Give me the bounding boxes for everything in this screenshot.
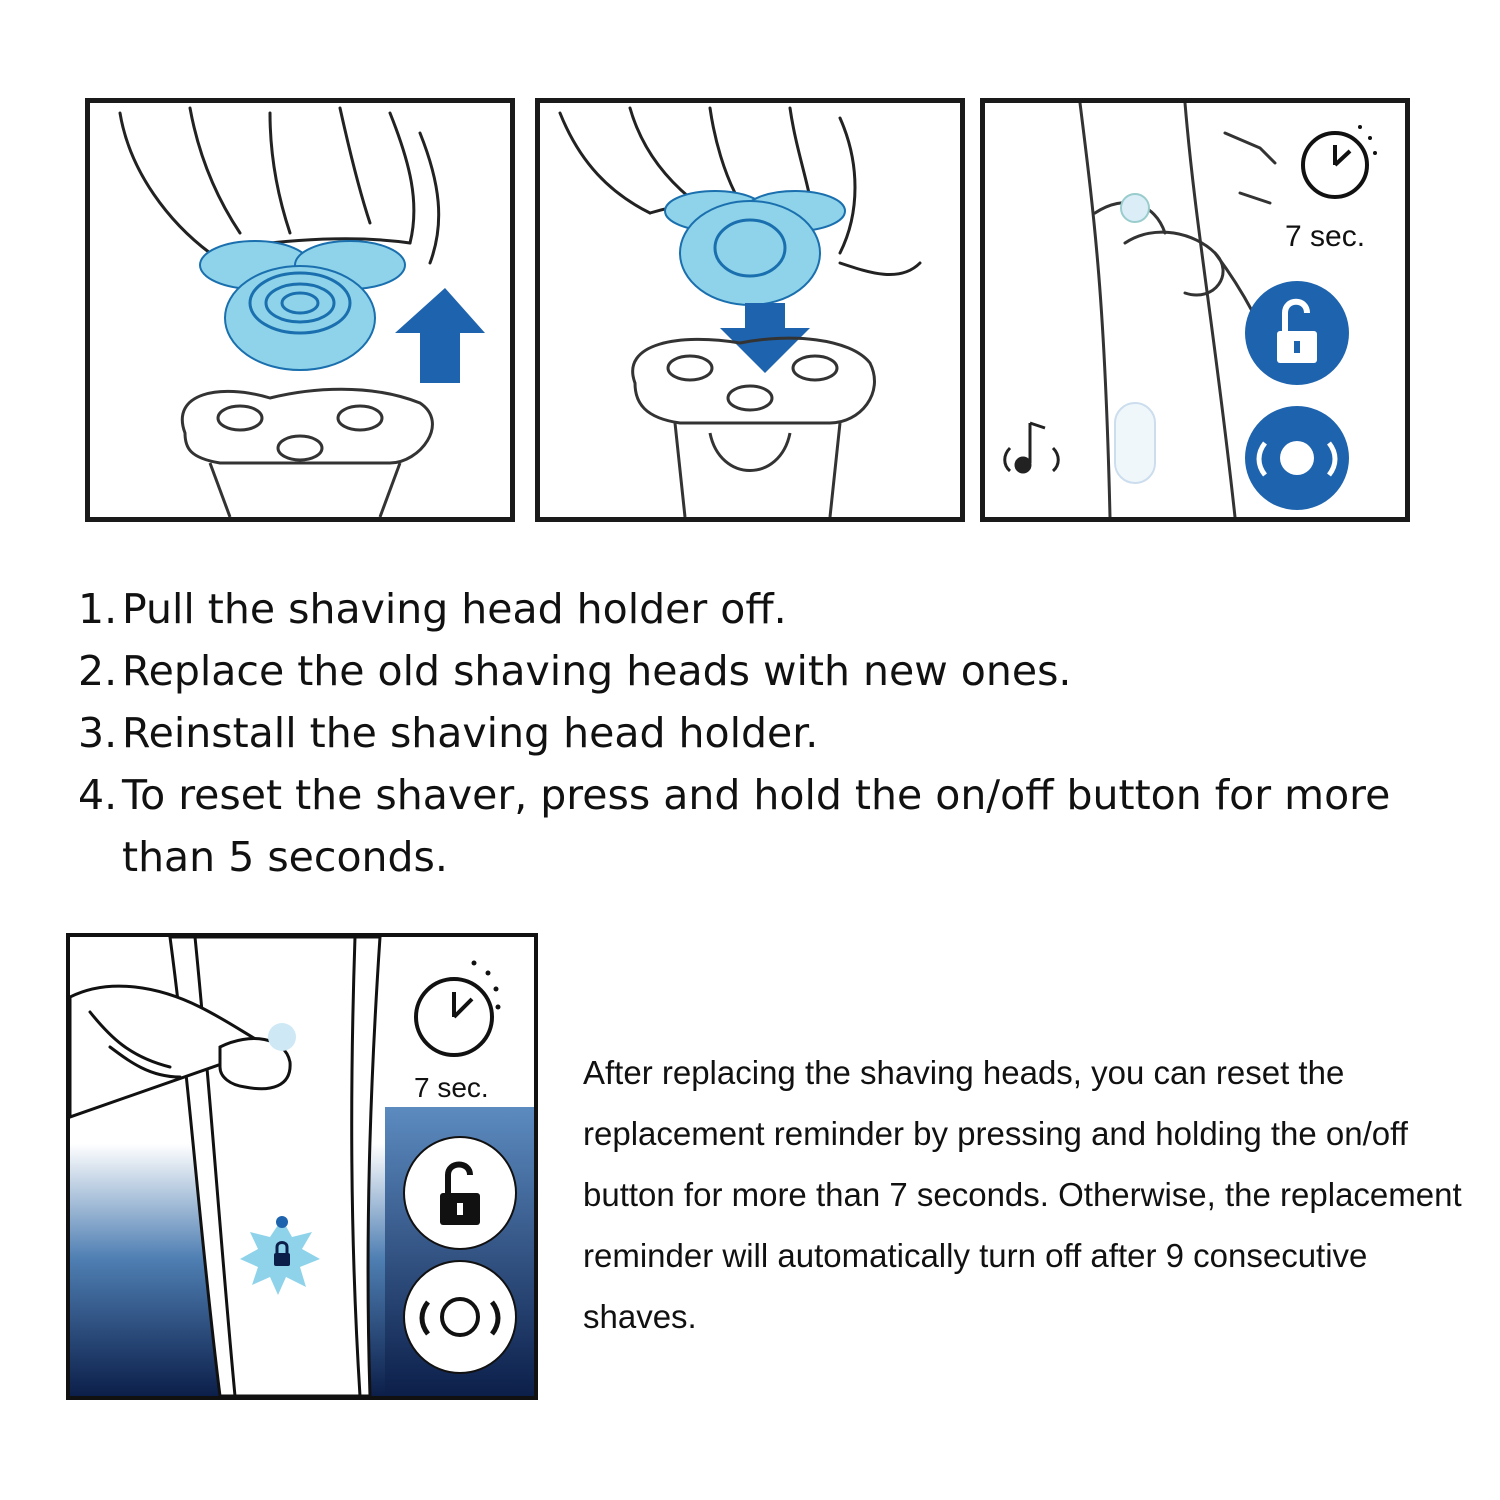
step-text: Reinstall the shaving head holder. bbox=[122, 709, 819, 757]
illustration-pull-holder bbox=[85, 98, 515, 522]
reset-reminder-note: After replacing the shaving heads, you can reset the replacement reminder by pressing and holding the on/off button for more than 7 seconds. Otherwise, the replacement reminder will automatically turn off after 9 consecutive shaves. bbox=[583, 1054, 1462, 1335]
unlock-icon bbox=[1245, 281, 1349, 385]
sound-icon bbox=[1005, 423, 1059, 472]
shaving-head-reset-icon bbox=[1245, 406, 1349, 510]
step-text: Replace the old shaving heads with new ones. bbox=[122, 647, 1072, 695]
illustration-replace-heads bbox=[535, 98, 965, 522]
unlock-icon bbox=[404, 1137, 516, 1249]
up-arrow-icon bbox=[395, 288, 485, 383]
step-text: To reset the shaver, press and hold the on/off button for more than 5 seconds. bbox=[122, 771, 1391, 881]
step-number: 1. bbox=[78, 585, 118, 633]
reset-reminder-drawing bbox=[70, 937, 534, 1396]
step-number: 2. bbox=[78, 647, 118, 695]
timer-icon bbox=[1303, 125, 1377, 197]
step-number: 4. bbox=[78, 771, 118, 819]
step-2 bbox=[78, 640, 1478, 702]
shaving-head-reset-icon bbox=[404, 1261, 516, 1373]
illustration-reset bbox=[980, 98, 1410, 522]
replace-heads-drawing bbox=[540, 103, 960, 517]
step-1 bbox=[78, 578, 1478, 640]
step-4 bbox=[78, 764, 1478, 888]
shaving-head-holder bbox=[665, 191, 845, 305]
step-number: 3. bbox=[78, 709, 118, 757]
step-3 bbox=[78, 702, 1478, 764]
timer-label: 7 sec. bbox=[1285, 220, 1366, 253]
timer-label: 7 sec. bbox=[414, 1072, 489, 1103]
instruction-steps bbox=[78, 578, 1478, 888]
pull-holder-drawing bbox=[90, 103, 510, 517]
reset-drawing bbox=[985, 103, 1405, 517]
step-text: Pull the shaving head holder off. bbox=[122, 585, 787, 633]
illustration-reset-reminder bbox=[66, 933, 538, 1400]
shaving-head-holder bbox=[200, 241, 405, 370]
